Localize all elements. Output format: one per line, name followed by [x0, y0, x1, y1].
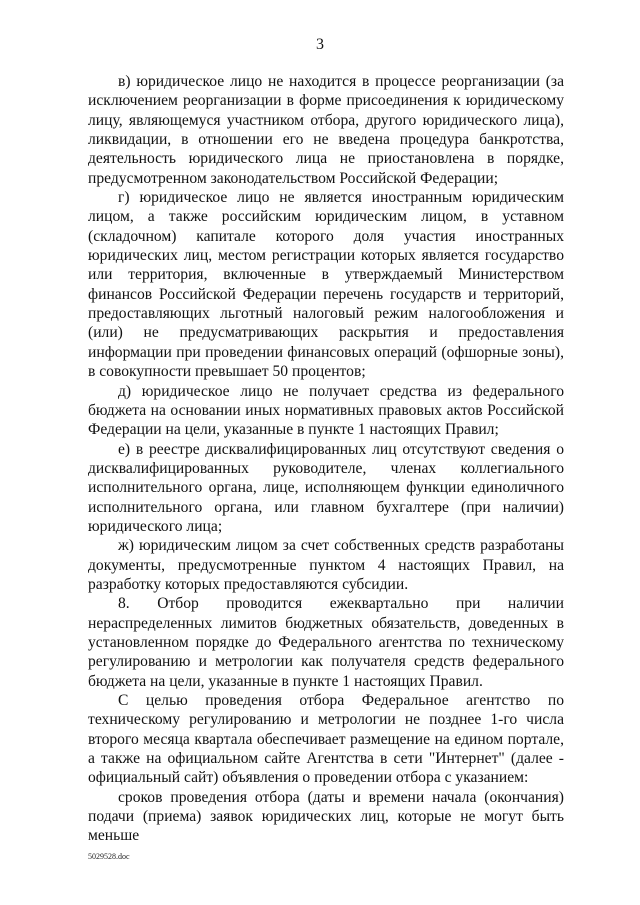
paragraph-v: в) юридическое лицо не находится в процессе реорганизации (за исключением реорганизации в форме присоединения к юридическому лицу, являющемуся участником отбора, другого юридического лица), ликвидации, в отношении его не введена процедура банкротства, деятельность юридического лица не приостановлена в порядке, предусмотренном законодательством Российской Федерации; — [88, 73, 564, 187]
paragraph-selection-announcement: С целью проведения отбора Федеральное агентство по техническому регулированию и метрологии не позднее 1-го числа второго месяца квартала обеспечивает размещение на едином портале, а также на официальном сайте Агентства в сети "Интернет" (далее - официальный сайт) объявления о проведении отбора с указанием: — [88, 692, 564, 787]
document-body — [88, 72, 564, 846]
paragraph-selection-terms: сроков проведения отбора (даты и времени начала (окончания) подачи (приема) заявок юридических лиц, которые не могут быть меньше — [88, 788, 564, 845]
paragraph-8: 8. Отбор проводится ежеквартально при наличии нераспределенных лимитов бюджетных обязательств, доведенных в установленном порядке до Федерального агентства по техническому регулированию и метрологии как получателя средств федерального бюджета на цели, указанные в пункте 1 настоящих Правил. — [88, 595, 564, 690]
page-number: 3 — [316, 36, 324, 53]
paragraph-d: д) юридическое лицо не получает средства из федерального бюджета на основании иных нормативных правовых актов Российской Федерации на цели, указанные в пункте 1 настоящих Правил; — [88, 382, 564, 439]
footer-filename: 5029528.doc — [88, 852, 130, 861]
paragraph-g: г) юридическое лицо не является иностранным юридическим лицом, а также российским юридическим лицом, в уставном (складочном) капитале которого доля участия иностранных юридических лиц, местом регистрации которых является государство или территория, включенные в утверждаемый Министерством финансов Российской Федерации перечень государств и территорий, предоставляющих льготный налоговый режим налогообложения и (или) не предусматривающих раскрытия и предоставления информации при проведении финансовых операций (офшорные зоны), в совокупности превышает 50 процентов; — [88, 189, 564, 381]
paragraph-e: е) в реестре дисквалифицированных лиц отсутствуют сведения о дисквалифицированных руководителе, членах коллегиального исполнительного органа, лице, исполняющем функции единоличного исполнительного органа, или главном бухгалтере (при наличии) юридического лица; — [88, 440, 564, 535]
paragraph-zh: ж) юридическим лицом за счет собственных средств разработаны документы, предусмотренные пунктом 4 настоящих Правил, на разработку которых предоставляются субсидии. — [88, 537, 564, 593]
